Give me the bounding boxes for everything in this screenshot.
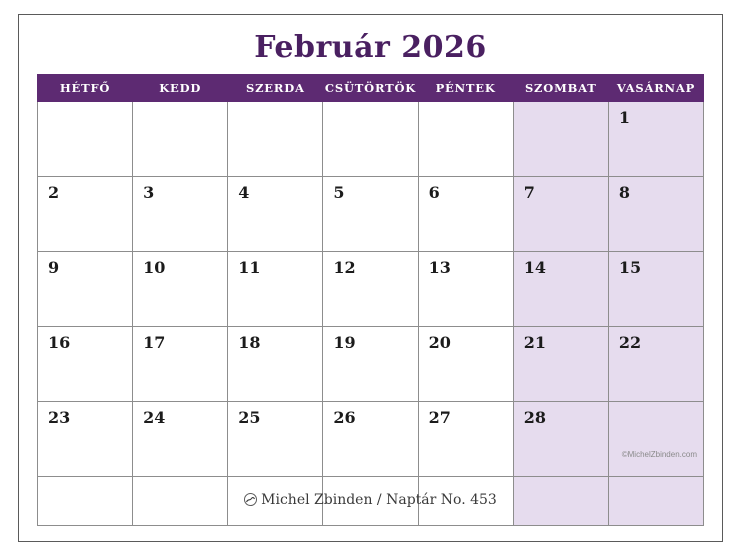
- michel-zbinden-logo-icon: [244, 493, 257, 506]
- calendar-week-row: [38, 177, 704, 252]
- calendar-day-cell: 3: [133, 177, 228, 252]
- footer-text: Michel Zbinden / Naptár No. 453: [261, 492, 497, 508]
- calendar-day-cell: 23: [38, 402, 133, 477]
- calendar-day-cell: 27: [418, 402, 513, 477]
- weekday-header-sunday: VASÁRNAP: [608, 75, 703, 102]
- calendar-day-cell: 25: [228, 402, 323, 477]
- calendar-day-cell: [228, 102, 323, 177]
- calendar-day-cell: 8: [608, 177, 703, 252]
- calendar-day-cell: 19: [323, 327, 418, 402]
- calendar-week-row: [38, 327, 704, 402]
- calendar-day-cell: [38, 102, 133, 177]
- calendar-day-cell: 4: [228, 177, 323, 252]
- calendar-day-cell: [418, 102, 513, 177]
- calendar-day-cell: 5: [323, 177, 418, 252]
- calendar-week-row: [38, 252, 704, 327]
- weekday-header-saturday: SZOMBAT: [513, 75, 608, 102]
- calendar-day-cell: 21: [513, 327, 608, 402]
- calendar-day-cell: 17: [133, 327, 228, 402]
- calendar-week-row: [38, 102, 704, 177]
- page-title: Február 2026: [254, 30, 487, 65]
- calendar-day-cell: 2: [38, 177, 133, 252]
- calendar-day-cell: 22: [608, 327, 703, 402]
- calendar-day-cell: 14: [513, 252, 608, 327]
- calendar-day-cell: 24: [133, 402, 228, 477]
- weekday-header-tuesday: KEDD: [133, 75, 228, 102]
- calendar-day-cell: 13: [418, 252, 513, 327]
- calendar-day-cell: 9: [38, 252, 133, 327]
- calendar-day-cell: [133, 102, 228, 177]
- weekday-header-friday: PÉNTEK: [418, 75, 513, 102]
- calendar-day-cell: 28: [513, 402, 608, 477]
- weekday-header-row: [38, 75, 704, 102]
- calendar-table: [37, 74, 704, 526]
- calendar-day-cell: 12: [323, 252, 418, 327]
- calendar-day-cell: [323, 102, 418, 177]
- calendar-day-cell: [608, 402, 703, 477]
- calendar-day-cell: 15: [608, 252, 703, 327]
- weekday-header-monday: HÉTFŐ: [38, 75, 133, 102]
- weekday-header-thursday: CSÜTÖRTÖK: [323, 75, 418, 102]
- watermark-credit: ©MichelZbinden.com: [621, 450, 697, 459]
- footer-credit: [0, 492, 741, 508]
- calendar-day-cell: 16: [38, 327, 133, 402]
- calendar-day-cell: 1: [608, 102, 703, 177]
- calendar-day-cell: 11: [228, 252, 323, 327]
- calendar-day-cell: 6: [418, 177, 513, 252]
- calendar-day-cell: 7: [513, 177, 608, 252]
- calendar-day-cell: 26: [323, 402, 418, 477]
- calendar-day-cell: 10: [133, 252, 228, 327]
- calendar-day-cell: [513, 102, 608, 177]
- calendar-day-cell: 18: [228, 327, 323, 402]
- weekday-header-wednesday: SZERDA: [228, 75, 323, 102]
- calendar-day-cell: 20: [418, 327, 513, 402]
- calendar-week-row: [38, 402, 704, 477]
